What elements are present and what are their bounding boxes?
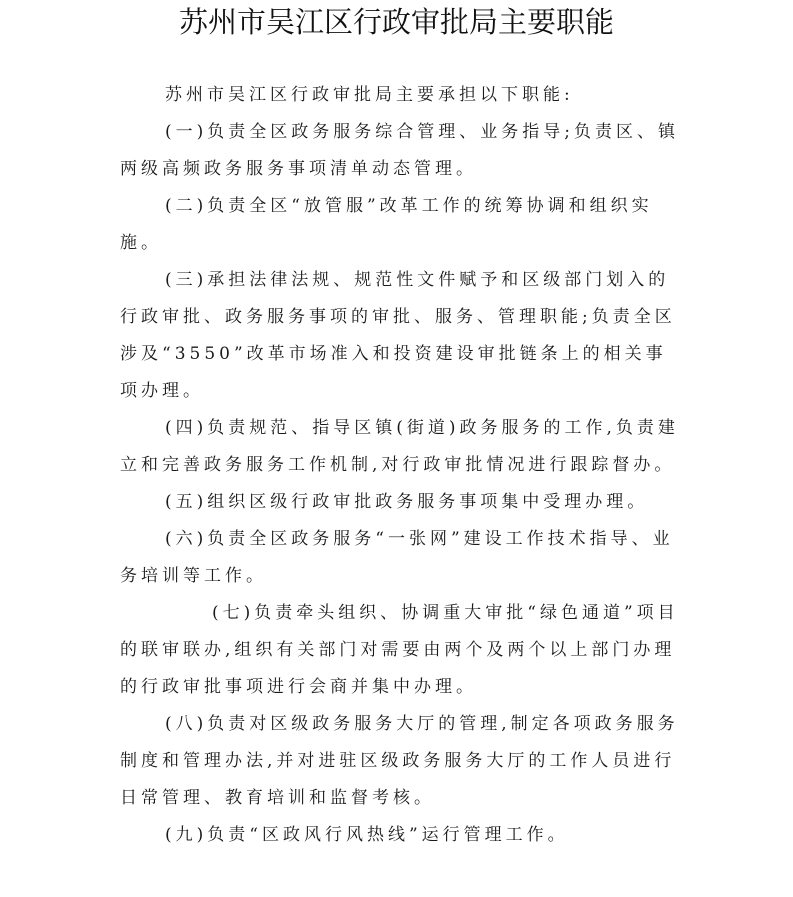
document-title: 苏州市吴江区行政审批局主要职能 [178,5,614,39]
duty-5-paragraph: (五)组织区级行政审批政务服务事项集中受理办理。 [165,492,649,512]
duty-3-paragraph: (三)承担法律法规、规范性文件赋予和区级部门划入的行政审批、政务服务事项的审批、服务、管理职能;负责全区涉及“3550”改革市场准入和投资建设审批链条上的相关事项办理。 [120,270,676,401]
intro-paragraph: 苏州市吴江区行政审批局主要承担以下职能: [165,85,574,105]
duty-6-paragraph: (六)负责全区政务服务“一张网”建设工作技术指导、业务培训等工作。 [120,529,674,586]
duty-4-paragraph: (四)负责规范、指导区镇(街道)政务服务的工作,负责建立和完善政务服务工作机制,对行政审批情况进行跟踪督办。 [120,418,679,475]
duty-2-paragraph: (二)负责全区“放管服”改革工作的统筹协调和组织实施。 [120,196,653,253]
duty-7-paragraph: (七)负责牵头组织、协调重大审批“绿色通道”项目的联审联办,组织有关部门对需要由两个及两个以上部门办理的行政审批事项进行会商并集中办理。 [120,603,679,697]
duty-9-paragraph: (九)负责“区政风行风热线”运行管理工作。 [165,825,569,845]
duty-1-paragraph: (一)负责全区政务服务综合管理、业务指导;负责区、镇两级高频政务服务事项清单动态管理。 [120,122,679,179]
document-body [120,77,680,854]
duty-8-paragraph: (八)负责对区级政务服务大厅的管理,制定各项政务服务制度和管理办法,并对进驻区级政务服务大厅的工作人员进行日常管理、教育培训和监督考核。 [120,714,679,808]
